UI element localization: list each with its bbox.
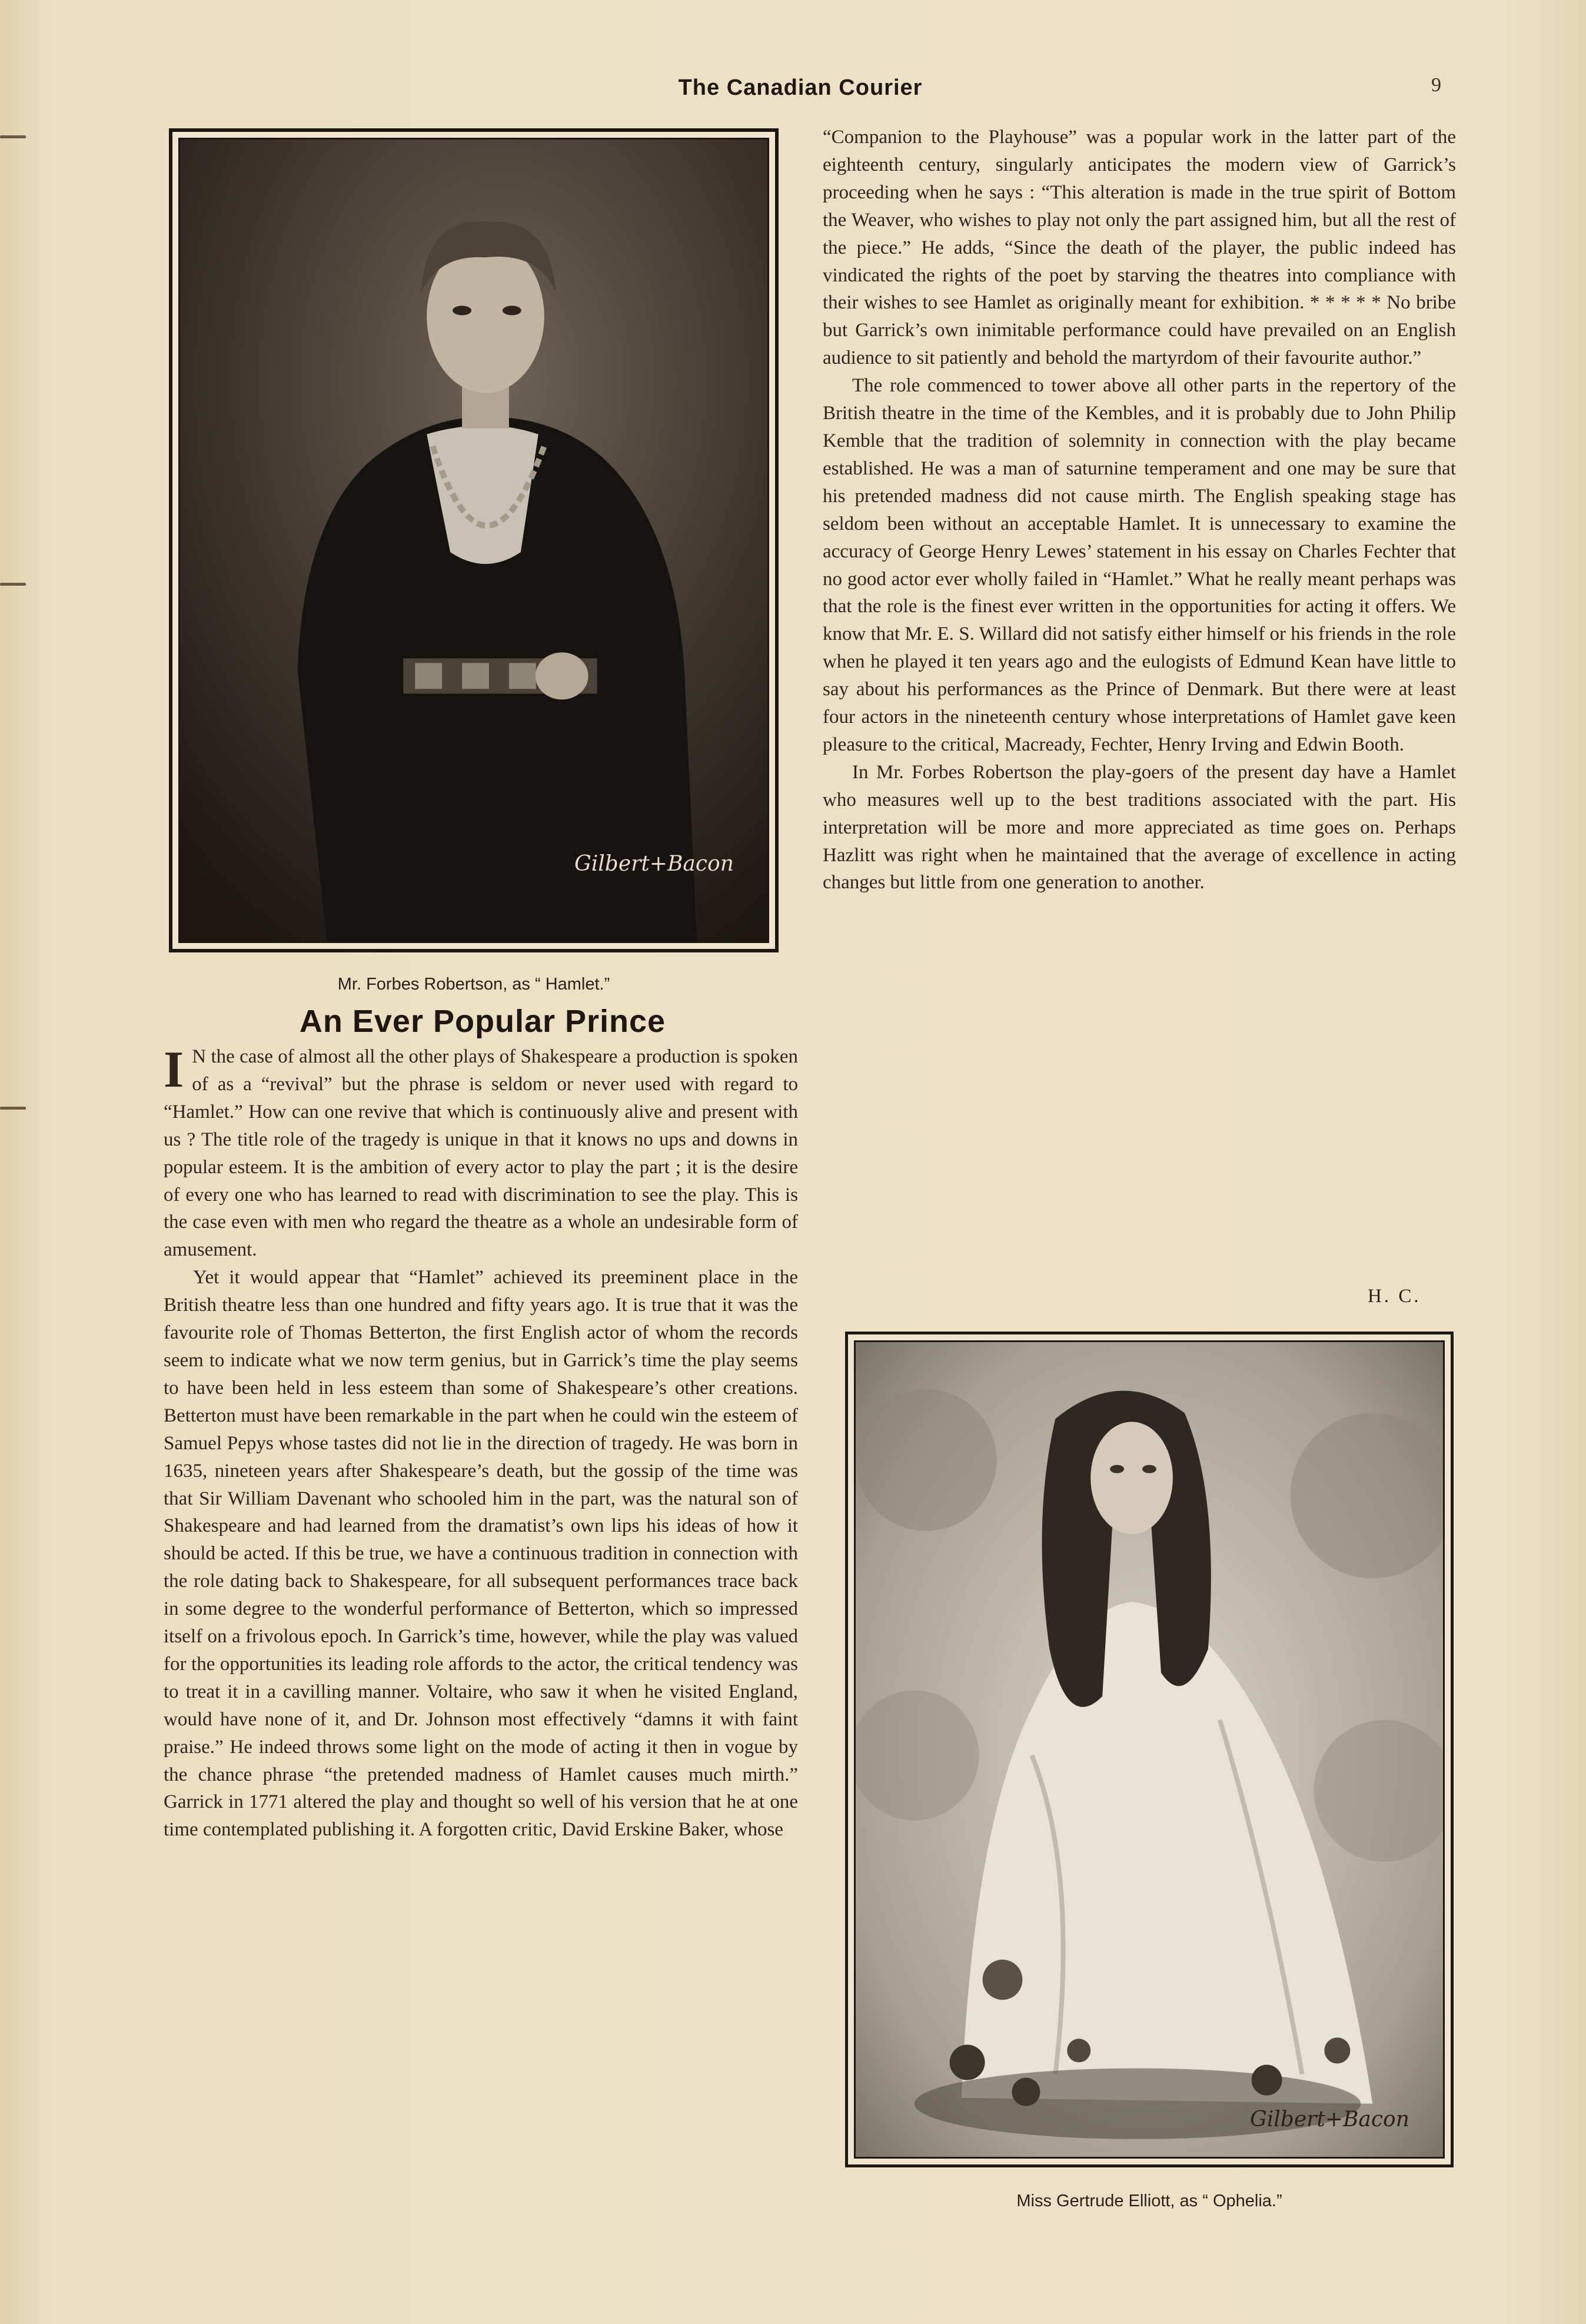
article-left-column — [164, 1043, 798, 1844]
hamlet-caption: Mr. Forbes Robertson, as “ Hamlet.” — [337, 975, 610, 994]
article-headline: An Ever Popular Prince — [299, 1004, 666, 1039]
publication-title: The Canadian Courier — [678, 75, 923, 100]
photographer-signature: Gilbert+Bacon — [1250, 2107, 1409, 2132]
hamlet-photo — [169, 128, 779, 952]
article-paragraph: “Companion to the Playhouse” was a popular work in the latter part of the eighteenth century, singularly anticipates the modern view of Garrick’s proceeding when he says : “This alteration is made in the true spirit of Bottom the Weaver, who wishes to play not only the part assigned him, but all the rest of the piece.” He adds, “Since the death of the player, the public indeed has vindicated the rights of the poet by starving the theatres into compliance with their wishes to see Hamlet as originally meant for exhibition. * * * * * No bribe but Garrick’s own inimitable performance could have prevailed on an English audience to sit patiently and behold the martyrdom of their favourite author.” — [823, 127, 1456, 369]
ophelia-portrait-image — [856, 1342, 1443, 2157]
photographer-signature: Gilbert+Bacon — [574, 852, 734, 876]
article-paragraph: In Mr. Forbes Robertson the play-goers of the present day have a Hamlet who measures well up to the best traditions associated with the part. His interpretation will be more and more appreciated as time goes on. Perhaps Hazlitt was right when he maintained that the average of excellence in acting changes but little from one generation to another. — [823, 761, 1456, 894]
ophelia-photo — [845, 1332, 1454, 2167]
margin-mark — [0, 1107, 26, 1110]
article-paragraph: The role commenced to tower above all other parts in the repertory of the British theatre in the time of the Kembles, and it is probably due to John Philip Kemble that the tradition of solemnity in connection with the play became established. He was a man of saturnine temperament and one may be sure that his pretended madness did not cause mirth. The English speaking stage has seldom been without an acceptable Hamlet. It is unnecessary to examine the accuracy of George Henry Lewes’ statement in his essay on Charles Fechter that no good actor ever wholly failed in “Hamlet.” What he really meant perhaps was that the role is the finest ever written in the opportunities for acting it offers. We know that Mr. E. S. Willard did not satisfy either himself or his friends in the role when he played it ten years ago and the eulogists of Edmund Kean have little to say about his performances as the Prince of Denmark. But there were at least four actors in the nineteenth century whose interpretations of Hamlet gave keen pleasure to the critical, Macready, Fechter, Henry Irving and Edwin Booth. — [823, 375, 1456, 755]
drop-cap: I — [164, 1041, 184, 1098]
article-paragraph: Yet it would appear that “Hamlet” achieved its preeminent place in the British theatre less than one hundred and fifty years ago. It is true that it was the favourite role of Thomas Betterton, the first English actor of whom the records seem to indicate what we now term genius, but in Garrick’s time the play seems to have been held in less esteem than some of Shakespeare’s other creations. Betterton must have been remarkable in the part when he could win the esteem of Samuel Pepys whose tastes did not lie in the direction of tragedy. He was born in 1635, nineteen years after Shakespeare’s death, but the gossip of the time was that Sir William Davenant who schooled him in the part, was the natural son of Shakespeare and had learned from the dramatist’s own lips his ideas of how it should be acted. If this be true, we have a continuous tradition in connection with the role dating back to Shakespeare, for all subsequent performances trace back in some degree to the wonderful performance of Betterton, which so impressed itself on a frivolous epoch. In Garrick’s time, however, while the play was valued for the opportunities its leading role affords to the actor, the critical tendency was to treat it in a cavilling manner. Voltaire, who saw it when he visited England, would have none of it, and Dr. Johnson most effectively “damns it with faint praise.” He indeed throws some light on the mode of acting it then in vogue by the chance phrase “the pretended madness of Hamlet causes much mirth.” Garrick in 1771 altered the play and thought so well of his version that he at one time contemplated publishing it. A forgotten critic, David Erskine Baker, whose — [164, 1267, 798, 1841]
author-initials: H. C. — [1368, 1286, 1421, 1307]
margin-mark — [0, 135, 26, 138]
article-right-column — [823, 124, 1456, 897]
ophelia-caption: Miss Gertrude Elliott, as “ Ophelia.” — [1016, 2192, 1282, 2210]
page-number: 9 — [1431, 74, 1441, 96]
article-paragraph: I N the case of almost all the other plays of Shakespeare a production is spoken of as a “revival” but the phrase is seldom or never used with regard to “Hamlet.” How can one revive that which is continuously alive and present with us ? The title role of the tragedy is unique in that it knows no ups and downs in popular esteem. It is the ambition of every actor to play the part ; it is the desire of every one who has learned to read with discrimination to see the play. This is the case even with men who regard the theatre as a whole an undesirable form of amusement. — [164, 1041, 798, 1261]
margin-mark — [0, 583, 26, 586]
hamlet-portrait-image — [180, 140, 767, 941]
